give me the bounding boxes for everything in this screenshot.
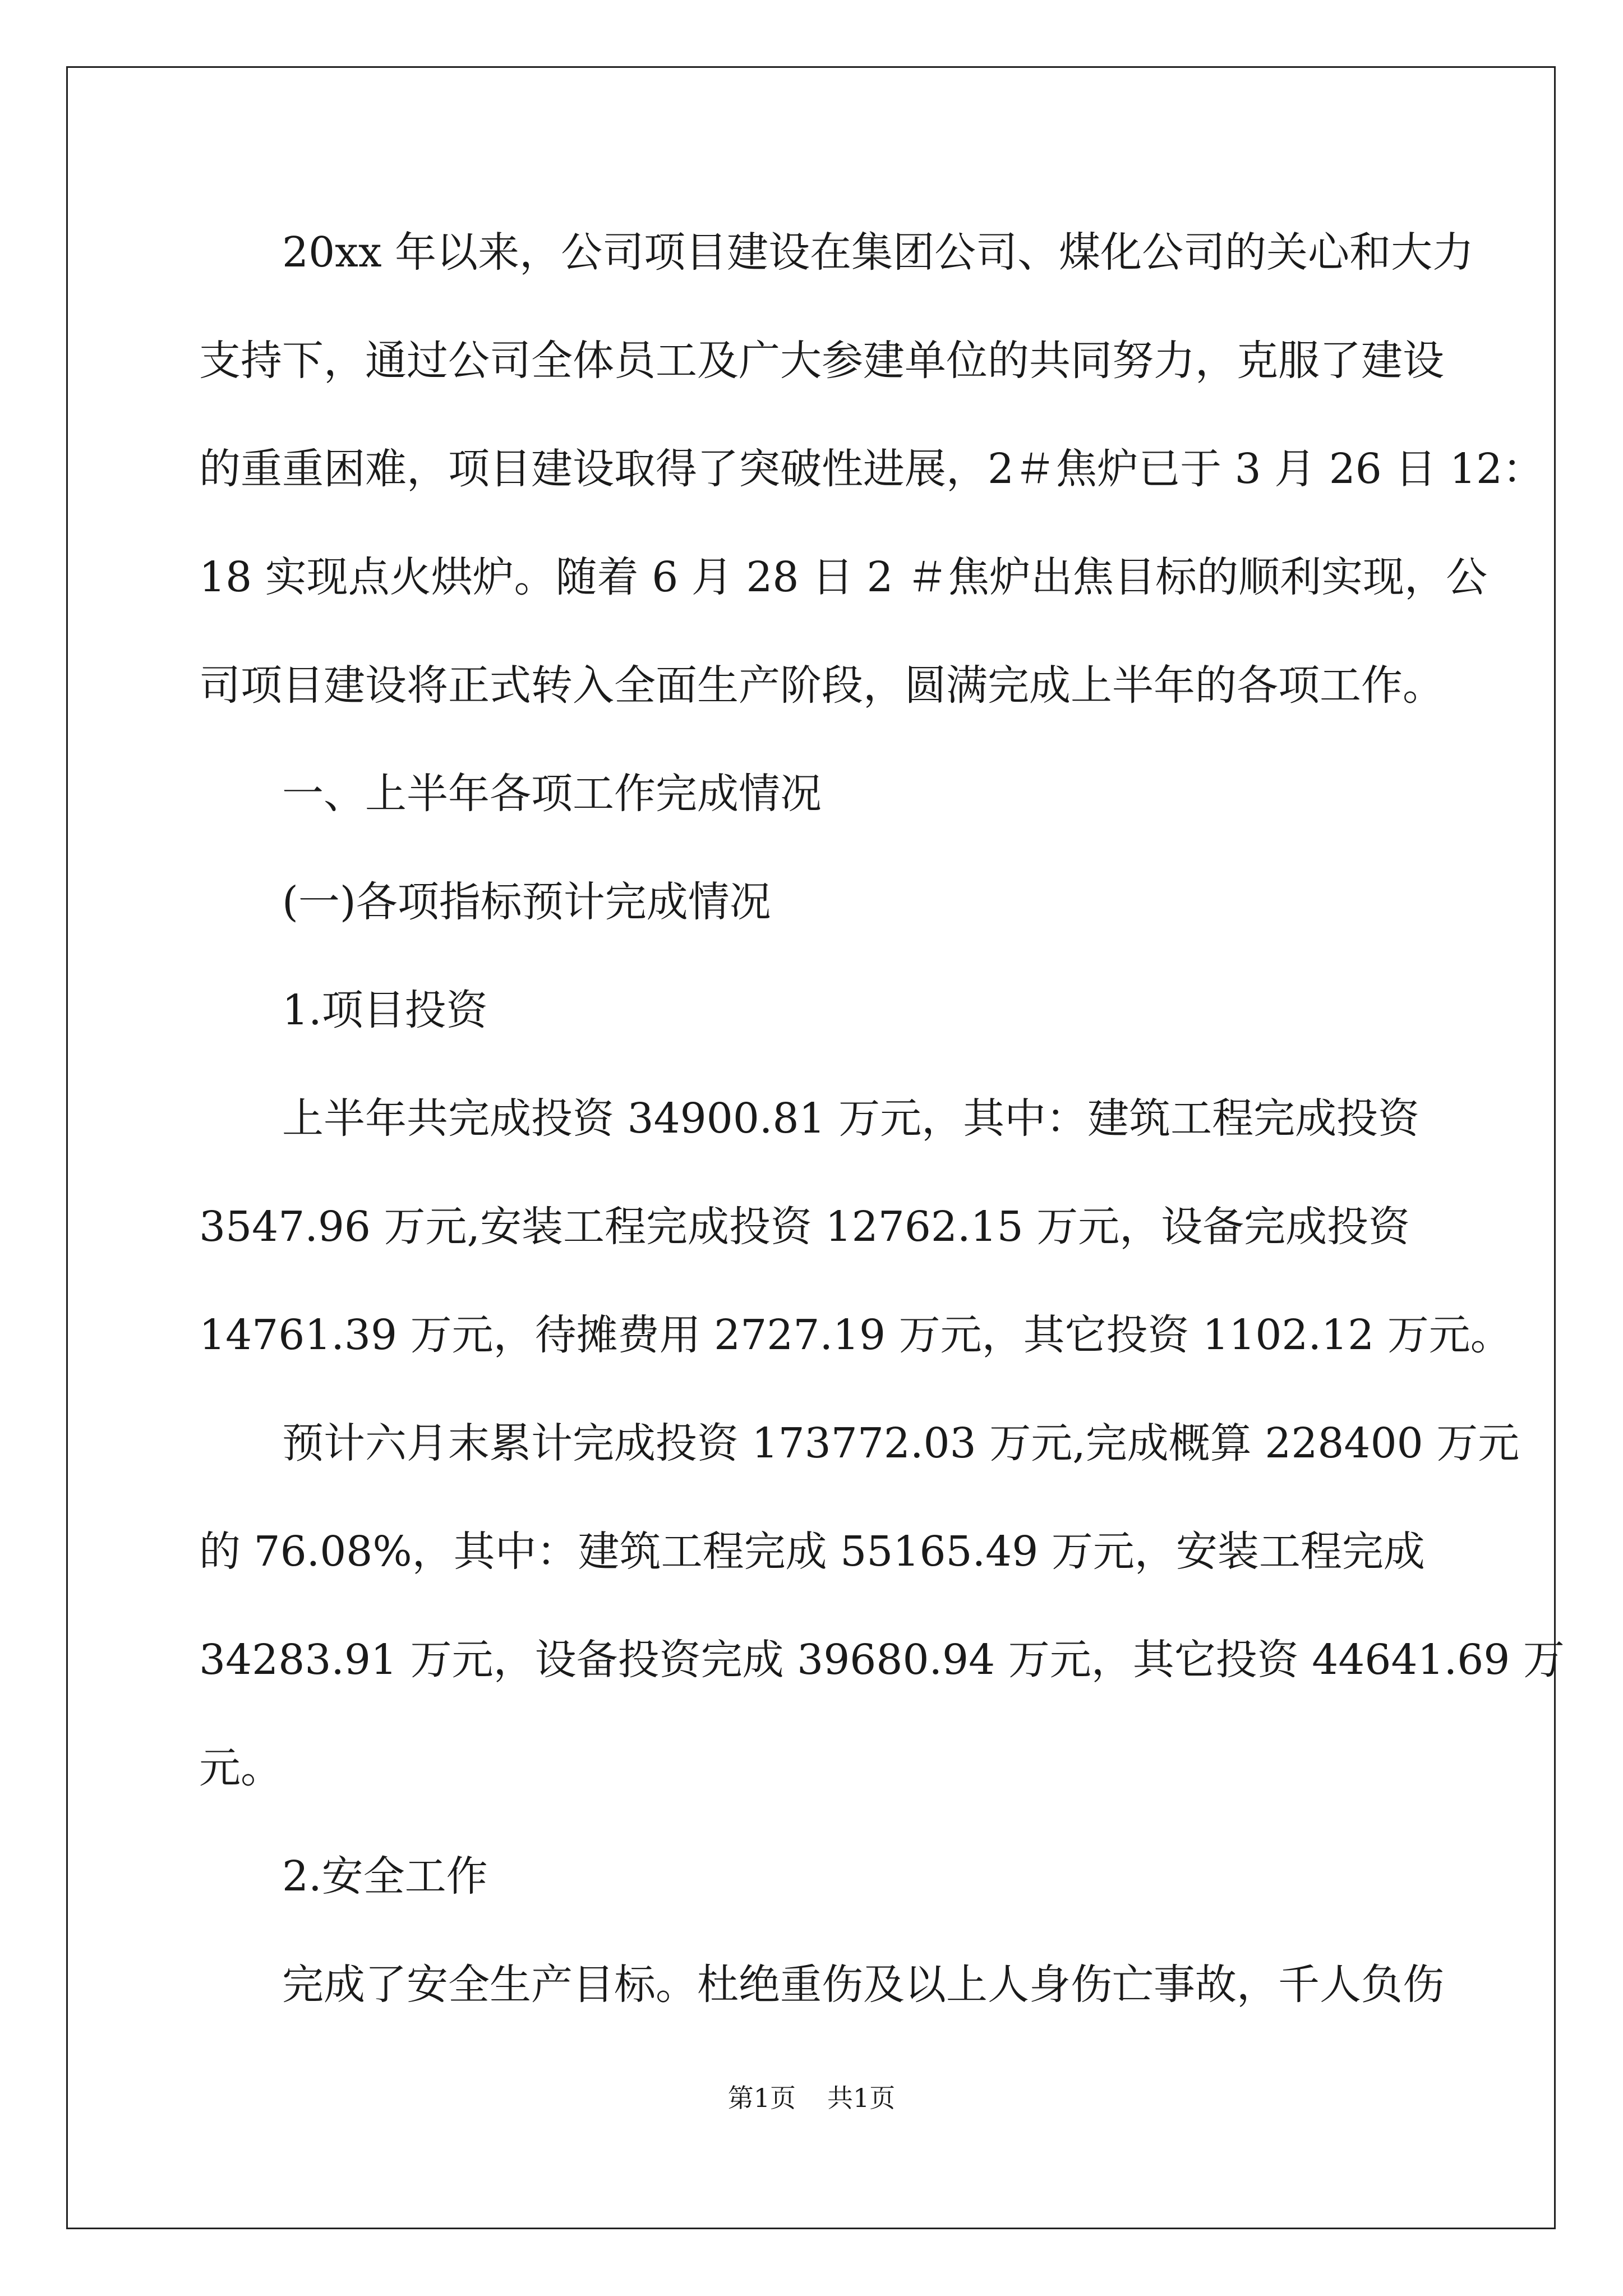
paragraph-line: 18 实现点火烘炉。随着 6 月 28 日 2 ＃焦炉出焦目标的顺利实现，公	[199, 553, 1488, 601]
paragraph-line: 预计六月末累计完成投资 173772.03 万元,完成概算 228400 万元	[282, 1419, 1520, 1467]
item-heading: 1.项目投资	[282, 986, 488, 1034]
paragraph-line: 20xx 年以来，公司项目建设在集团公司、煤化公司的关心和大力	[282, 228, 1474, 277]
paragraph-line: 上半年共完成投资 34900.81 万元，其中：建筑工程完成投资	[282, 1094, 1420, 1143]
paragraph-line: 的重重困难，项目建设取得了突破性进展，2＃焦炉已于 3 月 26 日 12：	[199, 445, 1544, 493]
paragraph-line: 3547.96 万元,安装工程完成投资 12762.15 万元，设备完成投资	[199, 1203, 1410, 1251]
paragraph-line: 元。	[199, 1744, 282, 1792]
paragraph-line: 14761.39 万元，待摊费用 2727.19 万元，其它投资 1102.12 万元。	[199, 1311, 1512, 1359]
item-heading: 2.安全工作	[282, 1852, 488, 1901]
paragraph-line: 的 76.08%，其中：建筑工程完成 55165.49 万元，安装工程完成	[199, 1527, 1425, 1576]
section-heading: 一、上半年各项工作完成情况	[282, 770, 822, 818]
page-number: 第1页	[727, 2083, 796, 2113]
paragraph-line: 支持下，通过公司全体员工及广大参建单位的共同努力，克服了建设	[199, 337, 1444, 385]
paragraph-line: 完成了安全生产目标。杜绝重伤及以上人身伤亡事故，千人负伤	[282, 1961, 1444, 2009]
paragraph-line: 司项目建设将正式转入全面生产阶段，圆满完成上半年的各项工作。	[199, 661, 1444, 710]
paragraph-line: 34283.91 万元，设备投资完成 39680.94 万元，其它投资 44641.69 万	[199, 1636, 1565, 1684]
page-footer	[0, 2081, 1623, 2115]
subsection-heading: (一)各项指标预计完成情况	[282, 878, 771, 926]
page-total: 共1页	[827, 2083, 896, 2113]
